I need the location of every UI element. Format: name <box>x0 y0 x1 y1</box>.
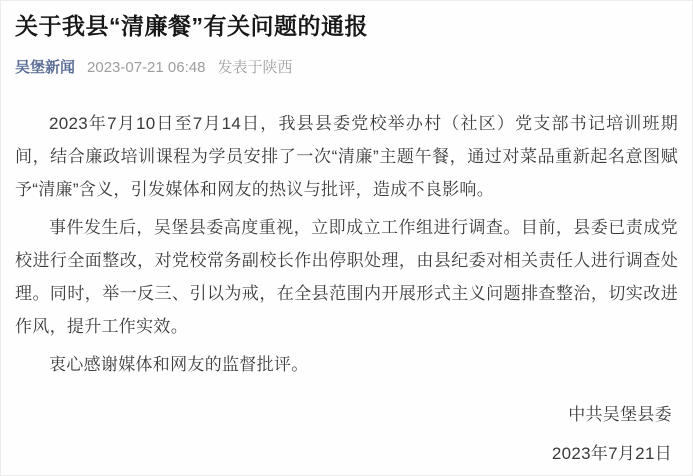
paragraph-response: 事件发生后，吴堡县委高度重视，立即成立工作组进行调查。目前，县委已责成党校进行全面整改，对党校常务副校长作出停职处理，由县纪委对相关责任人进行调查处理。同时，举一反三、引以为戒，在全县范围内开展形式主义问题排查整治，切实改进作风，提升工作实效。 <box>15 218 678 336</box>
paragraph-thanks: 衷心感谢媒体和网友的监督批评。 <box>49 355 309 374</box>
article-body <box>15 107 678 381</box>
signature-date: 2023年7月21日 <box>551 444 672 463</box>
publish-location: 发表于陕西 <box>217 59 293 76</box>
byline <box>15 58 678 78</box>
article-content-area <box>1 1 692 381</box>
paragraph-incident: 2023年7月10日至7月14日，我县县委党校举办村（社区）党支部书记培训班期间，结合廉政培训课程为学员安排了一次“清廉”主题午餐，通过对菜品重新起名意图赋予“清廉”含义，引发媒体和网友的热议与批评，造成不良影响。 <box>15 114 678 199</box>
signature-author: 中共吴堡县委 <box>568 405 672 424</box>
account-name-link[interactable]: 吴堡新闻 <box>15 59 76 76</box>
publish-timestamp: 2023-07-21 06:48 <box>87 59 206 76</box>
signature-block <box>552 404 672 465</box>
article-title: 关于我县“清廉餐”有关问题的通报 <box>15 13 368 39</box>
